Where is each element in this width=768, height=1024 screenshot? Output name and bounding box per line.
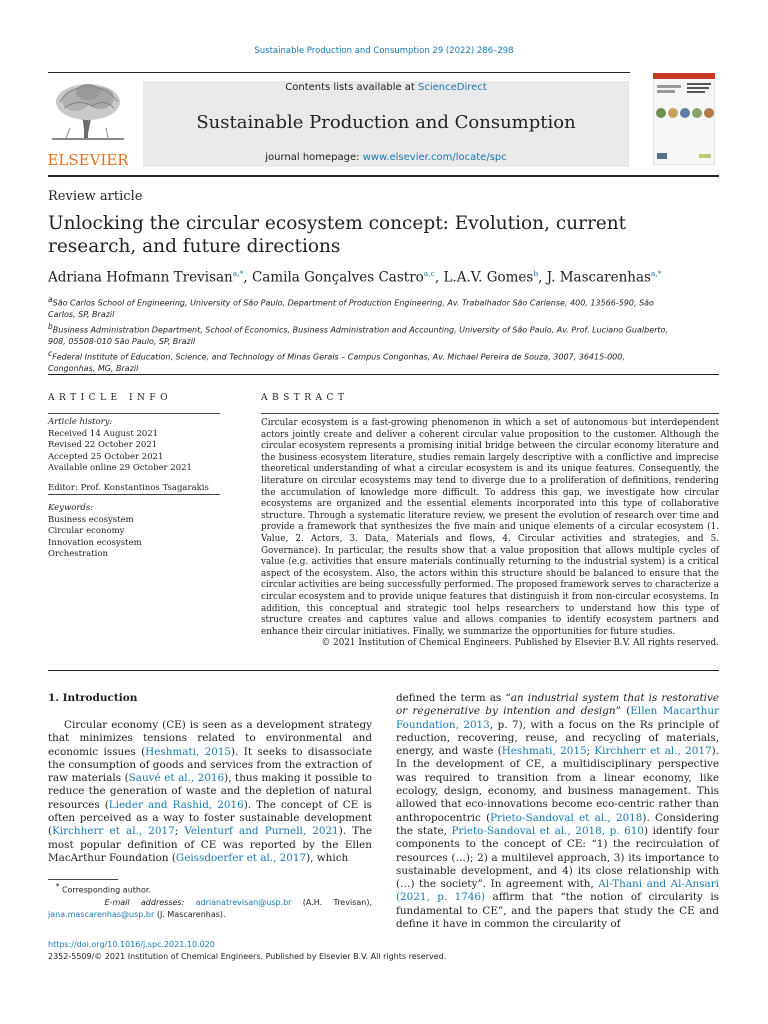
body-text: affirm that “the notion of circularity is fundamental to CE”, and the papers that study the CE and define it have in common the circularity of	[396, 891, 719, 931]
author-name[interactable]: J. Mascarenhas	[546, 269, 651, 286]
body-text: Circular economy (CE) is seen as a development strategy that minimizes tensions related to environmental and economic issues (	[48, 719, 372, 758]
journal-name: Sustainable Production and Consumption	[196, 112, 576, 133]
email-owner: (J. Mascarenhas).	[154, 909, 226, 919]
homepage-prefix: journal homepage:	[265, 152, 363, 163]
history-item: Accepted 25 October 2021	[48, 451, 164, 462]
body-column-right	[396, 692, 719, 931]
body-text: ) identify four components to the concept of CE: “1) the recirculation of resources (…); 2) a multilevel approach, 3) its importance to sustainable development, and 4) its close relationship with (…) the society”. In agreement with,	[396, 824, 720, 891]
contents-prefix: Contents lists available at	[285, 82, 419, 93]
affiliation-text: Federal Institute of Education, Science, and Technology of Minas Gerais – Campus Congonhas, Av. Michael Pereira de Souza, 3007, 36415-000, Congonhas, MG, Brazil	[48, 352, 625, 374]
citation-link[interactable]: Kirchherr et al., 2017	[52, 825, 175, 838]
homepage-line	[143, 152, 629, 163]
citation-link[interactable]: Al-Thani and Al-Ansari (2021, p. 1746)	[396, 878, 719, 904]
abstract-text: Circular ecosystem is a fast-growing phenomenon in which a set of autonomous but interdependent actors jointly create and deliver a coherent circular value proposition to the customer. Although the circular ecosystem represents a promising initial bridge between the circular economy literature and the business ecosystem literature, studies remain largely descriptive with a conflictive and imprecise theoretical understanding of what a circular ecosystem is and its unique features. Consequently, the literature on circular ecosystems may tend to diverge due to a proliferation of definitions, rendering the accumulation of knowledge more difficult. To address this gap, we investigate how circular ecosystems are organized and the essential elements incorporated into this type of collaborative structure. Through a systematic literature review, we present the evolution of research over time and provide a framework that synthesizes the five main and unique elements of a circular ecosystem (1. Value, 2. Actors, 3. Data, Materials and flows, 4. Circular activities and strategies, and 5. Governance). In particular, the results show that a value proposition that allows multiple cycles of value (e.g. activities that ensure materials continually returning to the industrial system) is a critical aspect of the ecosystem. Also, the actors within this structure should be balanced to ensure that the circular activities are being successfully performed. The proposed framework serves to characterize a circular ecosystem and to provide unique features that distinguish it from non-circular ecosystems. In addition, this conceptual and strategic tool helps researchers to understand how this type of structure creates and captures value and allows companies to identify ecosystem partners and enhance their circular initiatives. Finally, we summarize the opportunities for future studies.	[261, 418, 719, 637]
article-info-heading: ARTICLE INFO	[48, 393, 173, 403]
keywords-label: Keywords:	[48, 503, 94, 513]
author-affiliation-marker[interactable]: a,*	[650, 269, 662, 278]
author-list	[48, 269, 662, 286]
body-column-left	[48, 719, 372, 865]
author-affiliation-marker[interactable]: a,*	[232, 269, 244, 278]
citation-link[interactable]: Velenturf and Purnell, 2021	[184, 825, 339, 838]
affiliation-label: c	[48, 349, 53, 359]
citation-link[interactable]: Kirchherr et al., 2017	[594, 745, 712, 758]
doi-link[interactable]: https://doi.org/10.1016/j.spc.2021.10.020	[48, 940, 215, 949]
sciencedirect-link[interactable]: ScienceDirect	[418, 82, 487, 93]
contents-line	[143, 82, 629, 93]
abstract-copyright: © 2021 Institution of Chemical Engineers. Published by Elsevier B.V. All rights reserved.	[321, 638, 719, 649]
body-text: ). Considering the state,	[396, 811, 719, 837]
body-text: , p. 7), with a focus on the Rs principle of reduction, recovering, reuse, and recycling of materials, energy, and waste (	[396, 718, 720, 758]
history-item: Available online 29 October 2021	[48, 463, 192, 473]
affiliation-label: b	[48, 322, 53, 332]
masthead-bottom-rule	[48, 175, 719, 177]
history-item: Received 14 August 2021	[48, 428, 159, 439]
body-text: ). It seeks to disassociate the consumption of goods and services from the extraction of raw materials (	[48, 745, 372, 785]
affiliation-label: a	[48, 295, 53, 304]
journal-reference-link[interactable]: Sustainable Production and Consumption 29 (2022) 286–298	[254, 46, 514, 56]
elsevier-logo	[48, 80, 128, 168]
article-info-rule	[48, 494, 220, 495]
corresponding-text: Corresponding author.	[61, 885, 151, 895]
author-separator: ,	[434, 269, 444, 286]
citation-link[interactable]: Geissdoerfer et al., 2017	[175, 851, 307, 864]
quoted-definition: an industrial system that is restorative or regenerative by intention and design	[396, 692, 719, 718]
citation-link[interactable]: Lieder and Rashid, 2016	[108, 798, 244, 811]
body-text: ). The most popular definition of CE was reported by the Ellen MacArthur Foundation (	[48, 825, 373, 864]
homepage-link[interactable]: www.elsevier.com/locate/spc	[362, 152, 507, 163]
email-link[interactable]: jana.mascarenhas@usp.br	[48, 909, 155, 919]
author-separator: ,	[243, 269, 252, 286]
body-text: ). In the development of CE, a multidisciplinary perspective was required to transition from a linear economy, like ecology, design, economy, and business management. This allowed that eco-innovations become eco-centric rather than anthropocentric (	[396, 745, 719, 824]
abstract-body	[261, 418, 719, 650]
section-rule	[48, 374, 719, 375]
section-heading: 1. Introduction	[48, 692, 138, 704]
journal-cover-thumbnail[interactable]	[653, 73, 715, 165]
citation-link[interactable]: Heshmati, 2015	[501, 745, 587, 758]
editor-line: Editor: Prof. Konstantinos Tsagarakis	[48, 482, 209, 493]
body-text: ), thus making it possible to reduce the generation of waste and the depletion of natural resources (	[48, 772, 372, 811]
author-separator: ,	[538, 269, 547, 286]
author-affiliation-marker[interactable]: a,c	[423, 269, 435, 278]
history-item: Revised 22 October 2021	[48, 440, 158, 450]
email-link[interactable]: adrianatrevisan@usp.br	[195, 897, 292, 907]
affiliation-text: São Carlos School of Engineering, University of São Paulo, Department of Production Engineering, Av. Trabalhador São Carlense, 400, 13566-590, São Carlos, SP, Brazil	[48, 298, 654, 320]
citation-link[interactable]: Sauvé et al., 2016	[128, 772, 225, 785]
body-text: ;	[174, 825, 185, 838]
body-text: defined the term as “	[396, 692, 511, 704]
affiliation-item	[48, 321, 668, 348]
issn-line: 2352-5509/© 2021 Institution of Chemical Engineers. Published by Elsevier B.V. All rights reserved.	[48, 952, 447, 961]
body-text: ), which	[306, 851, 349, 864]
citation-link[interactable]: Prieto-Sandoval et al., 2018, p. 610	[451, 824, 645, 837]
body-text: ” (	[615, 705, 631, 718]
abstract-rule	[261, 413, 719, 414]
article-info	[48, 417, 220, 561]
email-owner: (A.H. Trevisan),	[291, 897, 372, 907]
article-info-rule	[48, 413, 220, 414]
masthead-top-rule	[48, 72, 630, 73]
body-text: ;	[586, 745, 595, 758]
corresponding-author-note: * Corresponding author.	[55, 882, 151, 895]
footnote-rule	[48, 879, 118, 880]
footnotes	[48, 881, 372, 921]
article-type: Review article	[48, 189, 143, 204]
paragraph	[48, 719, 372, 865]
citation-link[interactable]: Heshmati, 2015	[145, 745, 232, 758]
affiliation-item	[48, 348, 668, 375]
keyword-item: Innovation ecosystem	[48, 537, 142, 548]
email-note	[48, 897, 372, 921]
citation-link[interactable]: Ellen Macarthur Foundation, 2013	[396, 705, 720, 731]
affiliations	[48, 294, 668, 375]
keyword-item: Orchestration	[48, 549, 108, 559]
email-label: E-mail addresses:	[104, 897, 196, 907]
citation-link[interactable]: Prieto-Sandoval et al., 2018	[490, 811, 643, 824]
keyword-item: Business ecosystem	[48, 514, 134, 525]
elsevier-tree-icon	[48, 80, 128, 168]
keyword-item: Circular economy	[48, 526, 125, 536]
article-title: Unlocking the circular ecosystem concept: Evolution, current research, and future directions	[48, 213, 627, 257]
affiliation-text: Business Administration Department, School of Economics, Business Administration and Accounting, University of São Paulo, Av. Prof. Luciano Gualberto, 908, 05508-010 São Paulo, SP, Brazil	[48, 325, 668, 347]
elsevier-wordmark: ELSEVIER	[48, 151, 128, 168]
body-text: ). The concept of CE is often perceived as a way to foster sustainable development (	[48, 798, 373, 838]
author-name[interactable]: L.A.V. Gomes	[443, 269, 534, 286]
affiliation-item	[48, 294, 668, 321]
author-name[interactable]: Adriana Hofmann Trevisan	[48, 269, 233, 286]
paragraph	[396, 692, 719, 931]
section-rule	[48, 670, 719, 671]
history-label: Article history:	[48, 417, 113, 427]
author-affiliation-marker[interactable]: b	[533, 269, 539, 278]
author-name[interactable]: Camila Gonçalves Castro	[251, 269, 424, 286]
abstract-heading: ABSTRACT	[261, 393, 349, 403]
